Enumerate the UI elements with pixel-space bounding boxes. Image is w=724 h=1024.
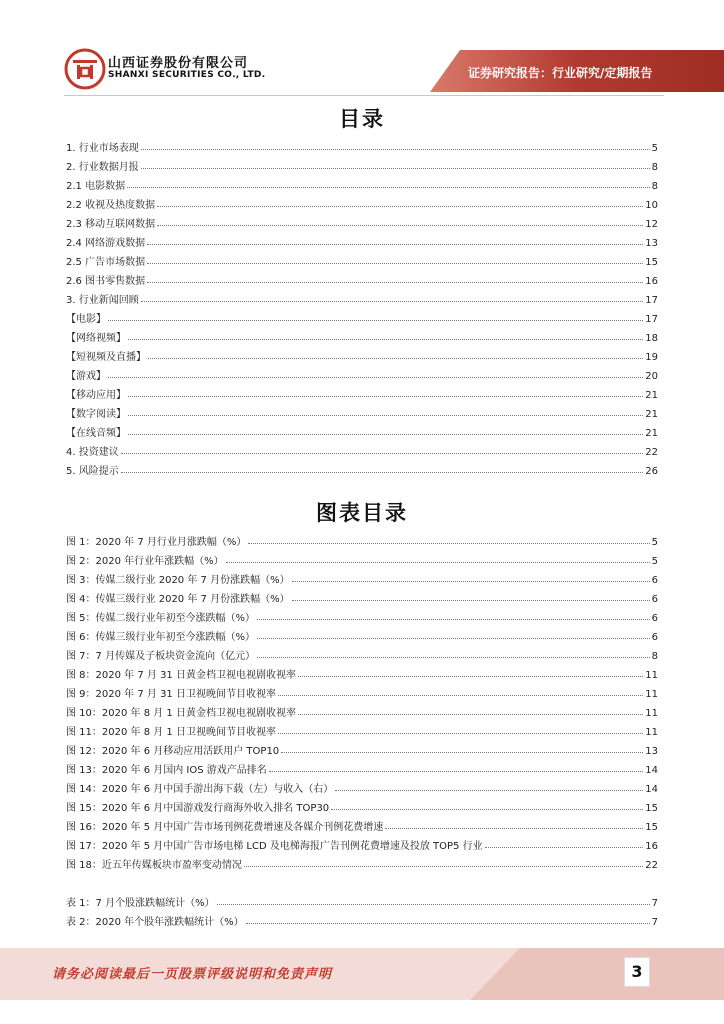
dot-leader <box>128 415 643 416</box>
figure-entry-page: 16 <box>645 841 658 852</box>
toc-entry-page: 21 <box>645 428 658 439</box>
dot-leader <box>121 453 644 454</box>
figure-entry[interactable] <box>66 852 658 871</box>
dot-leader <box>108 377 643 378</box>
dot-leader <box>292 600 650 601</box>
figure-entry-page: 15 <box>645 803 658 814</box>
toc-entry-label: 2.6 图书零售数据 <box>66 276 146 287</box>
figure-entry-page: 22 <box>645 860 658 871</box>
toc-entry-page: 12 <box>645 219 658 230</box>
toc-entry-label: 【短视频及直播】 <box>66 352 146 363</box>
figure-entry-label: 图 13：2020 年 6 月国内 IOS 游戏产品排名 <box>66 765 267 776</box>
dot-leader <box>292 581 650 582</box>
figure-entry[interactable] <box>66 643 658 662</box>
figure-entry-page: 11 <box>645 708 658 719</box>
figure-entry-label: 图 11：2020 年 8 月 1 日卫视晚间节目收视率 <box>66 727 276 738</box>
figure-entry-page: 6 <box>651 575 658 586</box>
toc-entry-label: 5. 风险提示 <box>66 466 119 477</box>
toc-entry-label: 4. 投资建议 <box>66 447 119 458</box>
header-divider <box>64 95 664 96</box>
toc-entry[interactable] <box>66 268 658 287</box>
figure-entry-label: 图 14：2020 年 6 月中国手游出海下载（左）与收入（右） <box>66 784 334 795</box>
toc-entry-label: 2.3 移动互联网数据 <box>66 219 156 230</box>
dot-leader <box>335 790 643 791</box>
dot-leader <box>141 149 650 150</box>
dot-leader <box>248 543 649 544</box>
dot-leader <box>141 301 644 302</box>
figure-entry-label: 图 12：2020 年 6 月移动应用活跃用户 TOP10 <box>66 746 280 757</box>
figure-entry-page: 5 <box>651 556 658 567</box>
tables-list <box>66 890 658 928</box>
dot-leader <box>298 714 643 715</box>
company-name-cn: 山西证券股份有限公司 <box>108 56 249 71</box>
figure-entry-label: 图 9：2020 年 7 月 31 日卫视晚间节目收视率 <box>66 689 276 700</box>
toc-entry-page: 16 <box>645 276 658 287</box>
figure-entry[interactable] <box>66 662 658 681</box>
figure-entry-label: 图 4：传媒三级行业 2020 年 7 月份涨跌幅（%） <box>66 594 290 605</box>
report-type-label: 证券研究报告：行业研究/定期报告 <box>468 66 653 80</box>
toc-entry-page: 13 <box>645 238 658 249</box>
dot-leader <box>128 396 643 397</box>
toc-entry-page: 18 <box>645 333 658 344</box>
toc-list <box>66 135 658 477</box>
toc-entry[interactable] <box>66 154 658 173</box>
dot-leader <box>127 187 650 188</box>
figure-entry-page: 14 <box>645 765 658 776</box>
toc-entry-page: 15 <box>645 257 658 268</box>
page-header <box>0 0 724 100</box>
figure-entry[interactable] <box>66 624 658 643</box>
figure-entry-page: 6 <box>651 613 658 624</box>
toc-entry[interactable] <box>66 382 658 401</box>
company-logo-icon <box>64 48 106 90</box>
toc-entry[interactable] <box>66 173 658 192</box>
toc-entry-page: 22 <box>645 447 658 458</box>
toc-entry-label: 2.5 广告市场数据 <box>66 257 146 268</box>
toc-entry-page: 17 <box>645 314 658 325</box>
figure-entry-label: 图 15：2020 年 6 月中国游戏发行商海外收入排名 TOP30 <box>66 803 330 814</box>
dot-leader <box>257 638 650 639</box>
dot-leader <box>157 225 643 226</box>
toc-entry[interactable] <box>66 363 658 382</box>
dot-leader <box>147 282 643 283</box>
dot-leader <box>128 434 643 435</box>
figure-entry[interactable] <box>66 529 658 548</box>
dot-leader <box>298 676 643 677</box>
figure-entry-label: 图 16：2020 年 5 月中国广告市场刊例花费增速及各媒介刊例花费增速 <box>66 822 384 833</box>
page-number: 3 <box>624 957 650 987</box>
figure-entry[interactable] <box>66 757 658 776</box>
toc-entry-label: 【网络视频】 <box>66 333 126 344</box>
dot-leader <box>128 339 643 340</box>
figure-entry[interactable] <box>66 681 658 700</box>
figures-title: 图表目录 <box>316 501 408 525</box>
toc-entry[interactable] <box>66 306 658 325</box>
dot-leader <box>244 866 643 867</box>
figure-entry[interactable] <box>66 719 658 738</box>
figure-entry-label: 图 6：传媒三级行业年初至今涨跌幅（%） <box>66 632 256 643</box>
dot-leader <box>217 904 650 905</box>
figure-entry-page: 14 <box>645 784 658 795</box>
figure-entry-page: 15 <box>645 822 658 833</box>
toc-entry[interactable] <box>66 287 658 306</box>
figure-entry[interactable] <box>66 567 658 586</box>
figure-entry-page: 11 <box>645 670 658 681</box>
dot-leader <box>278 695 643 696</box>
toc-entry-page: 5 <box>651 143 658 154</box>
dot-leader <box>246 923 650 924</box>
dot-leader <box>147 244 643 245</box>
disclaimer-text: 请务必阅读最后一页股票评级说明和免责声明 <box>52 967 333 982</box>
figure-entry-page: 6 <box>651 632 658 643</box>
figure-entry[interactable] <box>66 833 658 852</box>
figure-entry[interactable] <box>66 700 658 719</box>
figure-entry-page: 6 <box>651 594 658 605</box>
toc-entry-page: 17 <box>645 295 658 306</box>
toc-entry[interactable] <box>66 458 658 477</box>
dot-leader <box>269 771 643 772</box>
toc-entry[interactable] <box>66 401 658 420</box>
figure-entry-label: 图 3：传媒二级行业 2020 年 7 月份涨跌幅（%） <box>66 575 290 586</box>
figure-entry[interactable] <box>66 586 658 605</box>
table-entry-page: 7 <box>651 917 658 928</box>
dot-leader <box>281 752 643 753</box>
figure-entry-label: 图 1：2020 年 7 月行业月涨跌幅（%） <box>66 537 247 548</box>
dot-leader <box>147 263 643 264</box>
figure-entry-page: 11 <box>645 727 658 738</box>
toc-entry-label: 【在线音频】 <box>66 428 126 439</box>
toc-entry-page: 8 <box>651 162 658 173</box>
company-name-en: SHANXI SECURITIES CO., LTD. <box>108 70 266 80</box>
figure-entry[interactable] <box>66 814 658 833</box>
figures-list <box>66 529 658 871</box>
dot-leader <box>108 320 643 321</box>
toc-entry[interactable] <box>66 192 658 211</box>
table-entry-label: 表 2：2020 年个股年涨跌幅统计（%） <box>66 917 244 928</box>
figure-entry-page: 11 <box>645 689 658 700</box>
dot-leader <box>485 847 644 848</box>
dot-leader <box>121 472 644 473</box>
figure-entry[interactable] <box>66 776 658 795</box>
figure-entry-label: 图 10：2020 年 8 月 1 日黄金档卫视电视剧收视率 <box>66 708 296 719</box>
toc-entry[interactable] <box>66 249 658 268</box>
figure-entry[interactable] <box>66 795 658 814</box>
dot-leader <box>148 358 643 359</box>
toc-entry-label: 【移动应用】 <box>66 390 126 401</box>
toc-entry-label: 3. 行业新闻回顾 <box>66 295 139 306</box>
figure-entry[interactable] <box>66 548 658 567</box>
table-entry-label: 表 1：7 月个股涨跌幅统计（%） <box>66 898 215 909</box>
dot-leader <box>226 562 650 563</box>
table-entry[interactable] <box>66 890 658 909</box>
toc-entry-page: 20 <box>645 371 658 382</box>
figure-entry-label: 图 17：2020 年 5 月中国广告市场电梯 LCD 及电梯海报广告刊例花费增速及投放 TOP5 行业 <box>66 841 483 852</box>
toc-entry-label: 【电影】 <box>66 314 106 325</box>
dot-leader <box>257 657 650 658</box>
toc-entry[interactable] <box>66 230 658 249</box>
toc-entry-page: 10 <box>645 200 658 211</box>
toc-entry-label: 【游戏】 <box>66 371 106 382</box>
dot-leader <box>141 168 650 169</box>
figure-entry-label: 图 18：近五年传媒板块市盈率变动情况 <box>66 860 242 871</box>
figure-entry-label: 图 8：2020 年 7 月 31 日黄金档卫视电视剧收视率 <box>66 670 296 681</box>
toc-entry[interactable] <box>66 439 658 458</box>
toc-entry[interactable] <box>66 211 658 230</box>
toc-entry[interactable] <box>66 325 658 344</box>
toc-entry-label: 2.4 网络游戏数据 <box>66 238 146 249</box>
dot-leader <box>331 809 643 810</box>
toc-entry-label: 2. 行业数据月报 <box>66 162 139 173</box>
toc-entry-label: 【数字阅读】 <box>66 409 126 420</box>
figure-entry-label: 图 7：7 月传媒及子板块资金流向（亿元） <box>66 651 256 662</box>
dot-leader <box>157 206 643 207</box>
dot-leader <box>278 733 643 734</box>
figure-entry-label: 图 5：传媒二级行业年初至今涨跌幅（%） <box>66 613 256 624</box>
toc-entry-label: 1. 行业市场表现 <box>66 143 139 154</box>
table-entry-page: 7 <box>651 898 658 909</box>
toc-entry-page: 8 <box>651 181 658 192</box>
dot-leader <box>385 828 643 829</box>
figure-entry-label: 图 2：2020 年行业年涨跌幅（%） <box>66 556 224 567</box>
figure-entry[interactable] <box>66 738 658 757</box>
dot-leader <box>257 619 650 620</box>
figure-entry-page: 5 <box>651 537 658 548</box>
toc-entry-page: 21 <box>645 390 658 401</box>
toc-entry-label: 2.2 收视及热度数据 <box>66 200 156 211</box>
figure-entry-page: 8 <box>651 651 658 662</box>
toc-entry[interactable] <box>66 344 658 363</box>
toc-title: 目录 <box>339 107 385 131</box>
toc-entry-page: 26 <box>645 466 658 477</box>
toc-entry-page: 19 <box>645 352 658 363</box>
figure-entry-page: 13 <box>645 746 658 757</box>
toc-entry[interactable] <box>66 420 658 439</box>
toc-entry-label: 2.1 电影数据 <box>66 181 126 192</box>
table-entry[interactable] <box>66 909 658 928</box>
toc-entry[interactable] <box>66 135 658 154</box>
figure-entry[interactable] <box>66 605 658 624</box>
toc-entry-page: 21 <box>645 409 658 420</box>
